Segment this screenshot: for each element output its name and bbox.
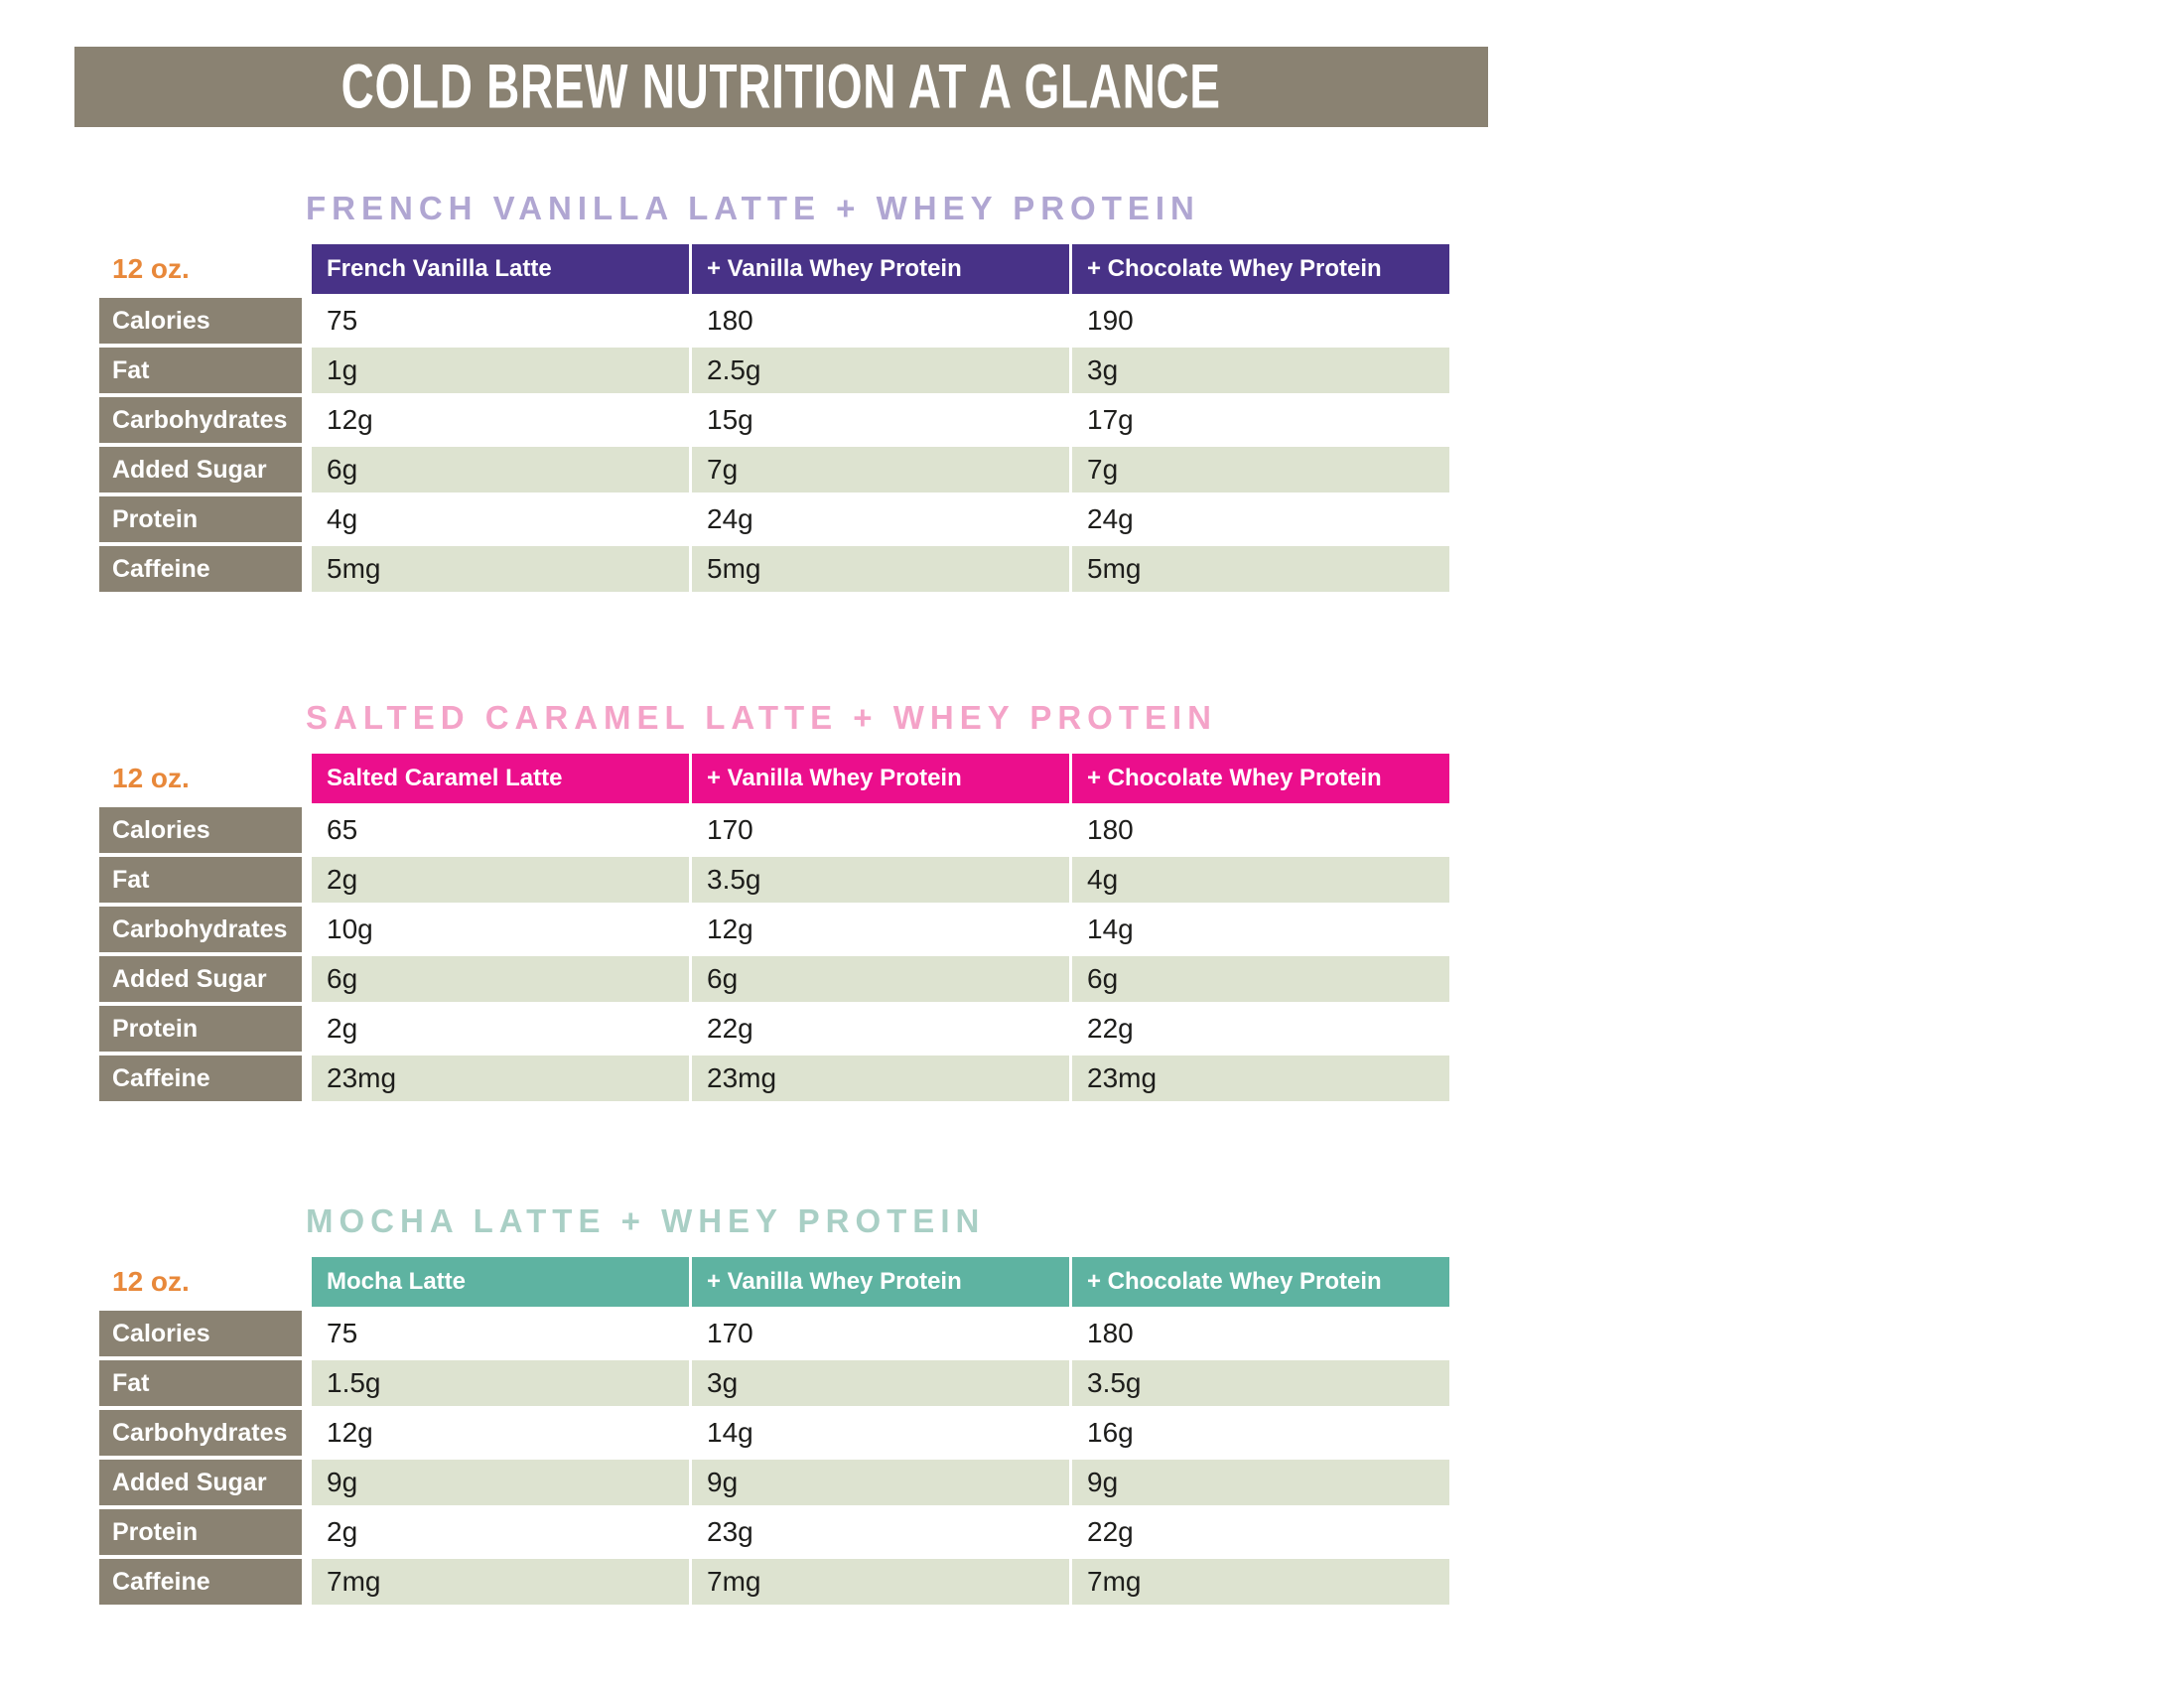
value-cell: 5mg xyxy=(1072,546,1449,592)
row-values xyxy=(312,298,1449,344)
value-cell: 6g xyxy=(312,956,689,1002)
row-label: Calories xyxy=(99,1311,302,1356)
value-cell: 16g xyxy=(1072,1410,1449,1456)
value-cell: 23mg xyxy=(1072,1055,1449,1101)
value-cell: 12g xyxy=(312,397,689,443)
row-label: Calories xyxy=(99,807,302,853)
page-title: COLD BREW NUTRITION AT A GLANCE xyxy=(341,52,1222,122)
value-cell: 12g xyxy=(312,1410,689,1456)
value-cell: 3g xyxy=(1072,348,1449,393)
value-cell: 2g xyxy=(312,857,689,903)
value-cell: 65 xyxy=(312,807,689,853)
row-label: Protein xyxy=(99,1006,302,1052)
value-cell: 7mg xyxy=(1072,1559,1449,1605)
value-cell: 12g xyxy=(692,907,1069,952)
column-header-drink: French Vanilla Latte xyxy=(312,244,689,294)
table-body xyxy=(99,1311,1449,1605)
row-values xyxy=(312,546,1449,592)
column-header-drink: Salted Caramel Latte xyxy=(312,754,689,803)
value-cell: 7g xyxy=(692,447,1069,492)
column-header-chocolate-whey: + Chocolate Whey Protein xyxy=(1072,754,1449,803)
value-cell: 22g xyxy=(1072,1509,1449,1555)
column-headers xyxy=(312,244,1449,294)
column-headers xyxy=(312,1257,1449,1307)
value-cell: 24g xyxy=(1072,496,1449,542)
row-values xyxy=(312,1559,1449,1605)
nutrition-row-added-sugar xyxy=(99,1460,1449,1505)
column-header-vanilla-whey: + Vanilla Whey Protein xyxy=(692,244,1069,294)
nutrition-row-added-sugar xyxy=(99,956,1449,1002)
value-cell: 180 xyxy=(692,298,1069,344)
row-values xyxy=(312,857,1449,903)
value-cell: 24g xyxy=(692,496,1069,542)
column-header-vanilla-whey: + Vanilla Whey Protein xyxy=(692,1257,1069,1307)
section-title: MOCHA LATTE + WHEY PROTEIN xyxy=(306,1202,986,1239)
value-cell: 9g xyxy=(692,1460,1069,1505)
nutrition-row-calories xyxy=(99,1311,1449,1356)
section-title: SALTED CARAMEL LATTE + WHEY PROTEIN xyxy=(306,699,1218,736)
value-cell: 23g xyxy=(692,1509,1069,1555)
value-cell: 75 xyxy=(312,298,689,344)
row-values xyxy=(312,1360,1449,1406)
nutrition-row-caffeine xyxy=(99,1559,1449,1605)
size-label: 12 oz. xyxy=(112,763,190,793)
row-values xyxy=(312,1460,1449,1505)
value-cell: 3.5g xyxy=(1072,1360,1449,1406)
row-label: Added Sugar xyxy=(99,1460,302,1505)
value-cell: 23mg xyxy=(312,1055,689,1101)
row-values xyxy=(312,1509,1449,1555)
nutrition-row-protein xyxy=(99,1006,1449,1052)
nutrition-row-caffeine xyxy=(99,1055,1449,1101)
value-cell: 22g xyxy=(692,1006,1069,1052)
table-header-row xyxy=(99,754,1449,803)
section-mocha xyxy=(99,1201,1449,1609)
value-cell: 4g xyxy=(312,496,689,542)
value-cell: 1g xyxy=(312,348,689,393)
value-cell: 7g xyxy=(1072,447,1449,492)
value-cell: 180 xyxy=(1072,807,1449,853)
row-label: Fat xyxy=(99,857,302,903)
section-title: FRENCH VANILLA LATTE + WHEY PROTEIN xyxy=(306,190,1200,226)
value-cell: 15g xyxy=(692,397,1069,443)
title-banner xyxy=(74,47,1488,127)
row-values xyxy=(312,1055,1449,1101)
value-cell: 3.5g xyxy=(692,857,1069,903)
nutrition-row-carbohydrates xyxy=(99,397,1449,443)
nutrition-row-protein xyxy=(99,1509,1449,1555)
nutrition-row-protein xyxy=(99,496,1449,542)
row-label: Added Sugar xyxy=(99,447,302,492)
row-label: Calories xyxy=(99,298,302,344)
row-label: Added Sugar xyxy=(99,956,302,1002)
table-header-row xyxy=(99,244,1449,294)
value-cell: 22g xyxy=(1072,1006,1449,1052)
row-values xyxy=(312,956,1449,1002)
nutrition-row-fat xyxy=(99,857,1449,903)
value-cell: 10g xyxy=(312,907,689,952)
column-header-vanilla-whey: + Vanilla Whey Protein xyxy=(692,754,1069,803)
value-cell: 23mg xyxy=(692,1055,1069,1101)
nutrition-row-calories xyxy=(99,298,1449,344)
value-cell: 170 xyxy=(692,1311,1069,1356)
value-cell: 1.5g xyxy=(312,1360,689,1406)
row-label: Carbohydrates xyxy=(99,907,302,952)
row-label: Fat xyxy=(99,348,302,393)
nutrition-row-fat xyxy=(99,348,1449,393)
row-label: Caffeine xyxy=(99,1559,302,1605)
row-label: Protein xyxy=(99,1509,302,1555)
value-cell: 190 xyxy=(1072,298,1449,344)
row-values xyxy=(312,397,1449,443)
value-cell: 170 xyxy=(692,807,1069,853)
value-cell: 7mg xyxy=(692,1559,1069,1605)
value-cell: 4g xyxy=(1072,857,1449,903)
row-label: Carbohydrates xyxy=(99,397,302,443)
nutrition-row-added-sugar xyxy=(99,447,1449,492)
row-values xyxy=(312,1410,1449,1456)
nutrition-row-carbohydrates xyxy=(99,907,1449,952)
column-header-chocolate-whey: + Chocolate Whey Protein xyxy=(1072,1257,1449,1307)
row-values xyxy=(312,907,1449,952)
row-values xyxy=(312,447,1449,492)
value-cell: 75 xyxy=(312,1311,689,1356)
nutrition-row-fat xyxy=(99,1360,1449,1406)
column-header-chocolate-whey: + Chocolate Whey Protein xyxy=(1072,244,1449,294)
nutrition-row-carbohydrates xyxy=(99,1410,1449,1456)
value-cell: 14g xyxy=(1072,907,1449,952)
row-label: Protein xyxy=(99,496,302,542)
row-values xyxy=(312,348,1449,393)
value-cell: 9g xyxy=(1072,1460,1449,1505)
row-label: Fat xyxy=(99,1360,302,1406)
value-cell: 2g xyxy=(312,1509,689,1555)
row-values xyxy=(312,807,1449,853)
section-salted-caramel xyxy=(99,698,1449,1105)
size-label: 12 oz. xyxy=(112,1266,190,1297)
row-label: Carbohydrates xyxy=(99,1410,302,1456)
column-headers xyxy=(312,754,1449,803)
value-cell: 180 xyxy=(1072,1311,1449,1356)
value-cell: 6g xyxy=(1072,956,1449,1002)
size-label: 12 oz. xyxy=(112,253,190,284)
value-cell: 3g xyxy=(692,1360,1069,1406)
row-values xyxy=(312,1311,1449,1356)
value-cell: 14g xyxy=(692,1410,1069,1456)
section-french-vanilla xyxy=(99,189,1449,596)
nutrition-row-caffeine xyxy=(99,546,1449,592)
table-body xyxy=(99,298,1449,592)
table-body xyxy=(99,807,1449,1101)
value-cell: 7mg xyxy=(312,1559,689,1605)
row-label: Caffeine xyxy=(99,546,302,592)
value-cell: 2.5g xyxy=(692,348,1069,393)
row-label: Caffeine xyxy=(99,1055,302,1101)
column-header-drink: Mocha Latte xyxy=(312,1257,689,1307)
row-values xyxy=(312,1006,1449,1052)
value-cell: 2g xyxy=(312,1006,689,1052)
value-cell: 5mg xyxy=(692,546,1069,592)
row-values xyxy=(312,496,1449,542)
value-cell: 6g xyxy=(312,447,689,492)
table-header-row xyxy=(99,1257,1449,1307)
value-cell: 5mg xyxy=(312,546,689,592)
value-cell: 6g xyxy=(692,956,1069,1002)
nutrition-row-calories xyxy=(99,807,1449,853)
value-cell: 17g xyxy=(1072,397,1449,443)
value-cell: 9g xyxy=(312,1460,689,1505)
